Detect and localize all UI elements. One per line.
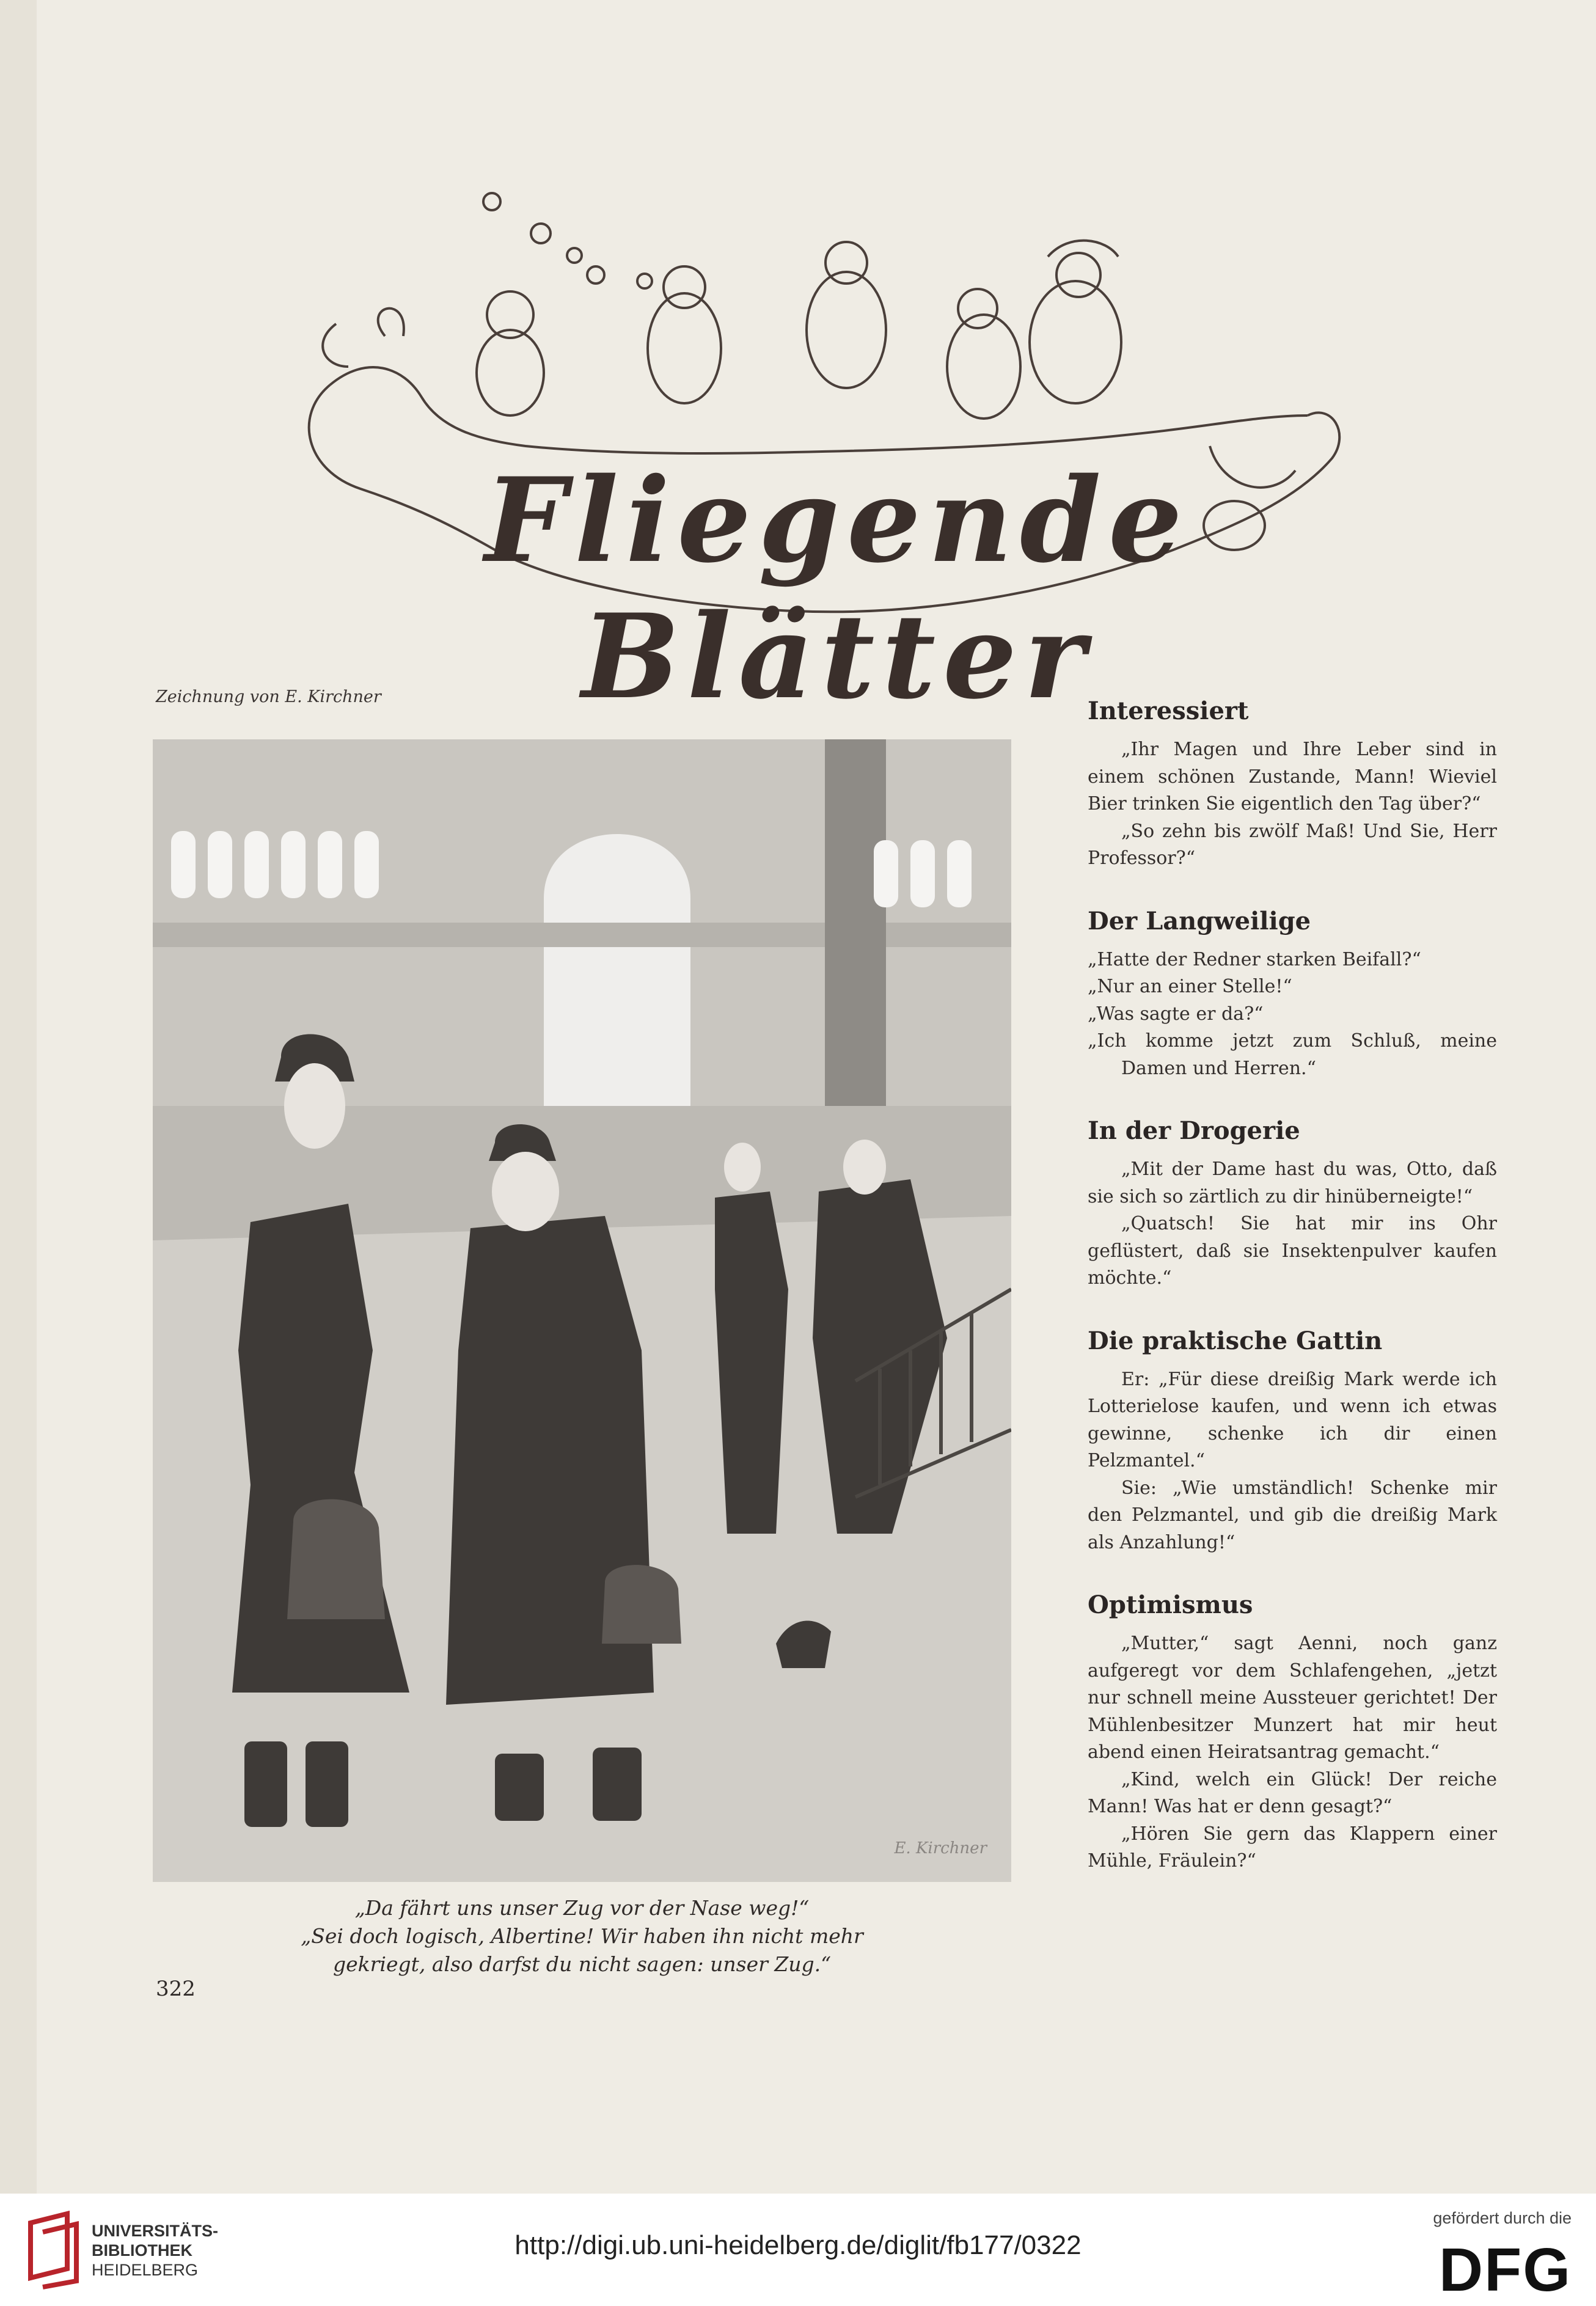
library-name-line: UNIVERSITÄTS- (92, 2222, 219, 2240)
article-paragraph: Er: „Für diese dreißig Mark werde ich Lotterielose kaufen, und wenn ich etwas gewinne, schenke ich dir einen Pelzmantel.“ (1088, 1368, 1497, 1471)
article-paragraph: „Hatte der Redner starken Beifall?“ (1088, 948, 1421, 970)
article-paragraph: „Ich komme jetzt zum Schluß, meine Damen und Herren.“ (1088, 1030, 1497, 1079)
article-paragraph: „Was sagte er da?“ (1088, 1003, 1264, 1025)
caption-line: „Sei doch logisch, Albertine! Wir haben ihn nicht mehr (301, 1924, 863, 1948)
article-paragraph: „So zehn bis zwölf Maß! Und Sie, Herr Professor?“ (1088, 820, 1497, 869)
article-paragraph: „Ihr Magen und Ihre Leber sind in einem schönen Zustande, Mann! Wieviel Bier trinken Sie eigentlich den Tag über?“ (1088, 739, 1497, 814)
article-title: Optimismus (1088, 1590, 1253, 1619)
dfg-logo: DFG (1438, 2236, 1572, 2304)
page-number: 322 (156, 1977, 196, 2001)
article-in-der-drogerie (1088, 1116, 1497, 1292)
footer-bar (0, 2194, 1596, 2306)
page-edge (0, 0, 37, 2194)
article-title: Interessiert (1088, 697, 1249, 725)
article-optimismus (1088, 1590, 1497, 1875)
article-die-praktische-gattin (1088, 1327, 1497, 1557)
article-der-langweilige (1088, 907, 1497, 1083)
illustration (153, 739, 1011, 1882)
article-paragraph: „Hören Sie gern das Klappern einer Mühle, Fräulein?“ (1088, 1823, 1497, 1872)
illustration-signature: E. Kirchner (894, 1839, 987, 1858)
article-paragraph: „Kind, welch ein Glück! Der reiche Mann! Was hat er denn gesagt?“ (1088, 1768, 1497, 1817)
article-paragraph: „Mit der Dame hast du was, Otto, daß sie sich so zärtlich zu dir hinüberneigte!“ (1088, 1158, 1497, 1207)
library-name-line: HEIDELBERG (92, 2261, 199, 2279)
illustration-caption (153, 1894, 1011, 1978)
permalink-url[interactable]: http://digi.ub.uni-heidelberg.de/diglit/fb177/0322 (514, 2230, 1082, 2260)
article-title: In der Drogerie (1088, 1116, 1300, 1145)
library-name-line: BIBLIOTHEK (92, 2241, 192, 2260)
masthead-title: Fliegende Blätter (485, 452, 1190, 725)
illustration-credit: Zeichnung von E. Kirchner (156, 687, 381, 706)
article-paragraph: Sie: „Wie umständlich! Schenke mir den Pelzmantel, und gib die dreißig Mark als Anzahlung!“ (1088, 1477, 1497, 1553)
article-paragraph: „Nur an einer Stelle!“ (1088, 976, 1292, 997)
article-title: Die praktische Gattin (1088, 1326, 1383, 1355)
article-paragraph: „Mutter,“ sagt Aenni, noch ganz aufgeregt vor dem Schlafengehen, „jetzt nur schnell meine Aussteuer gerichtet! Der Mühlenbesitzer Munzert hat mir heut abend einen Heiratsantrag gemacht.“ (1088, 1633, 1497, 1763)
caption-line: „Da fährt uns unser Zug vor der Nase weg!“ (354, 1896, 810, 1920)
article-paragraph: „Quatsch! Sie hat mir ins Ohr geflüstert, daß sie Insektenpulver kaufen möchte.“ (1088, 1213, 1497, 1289)
article-interessiert (1088, 697, 1497, 873)
article-title: Der Langweilige (1088, 906, 1311, 935)
funding-label: gefördert durch die (1433, 2209, 1572, 2227)
text-column (1088, 697, 1497, 1909)
station-scene-drawing (153, 739, 1011, 1882)
caption-line: gekriegt, also darfst du nicht sagen: unser Zug.“ (332, 1952, 832, 1976)
